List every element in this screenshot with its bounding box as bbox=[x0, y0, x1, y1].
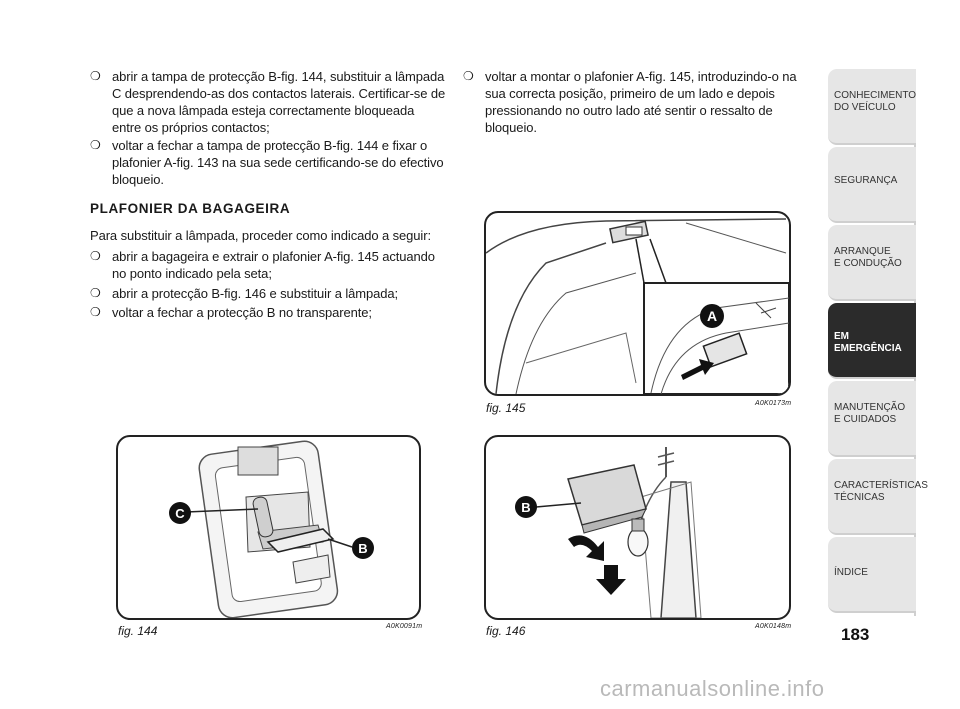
tab-label: E CONDUÇÃO bbox=[834, 258, 902, 269]
tab-arranque[interactable] bbox=[828, 225, 916, 301]
tab-label: EM EMERGÊNCIA bbox=[834, 331, 902, 354]
list-item bbox=[90, 248, 446, 282]
tab-label: ARRANQUE bbox=[834, 246, 891, 257]
figure-caption: fig. 146 bbox=[486, 624, 526, 638]
tab-label: ÍNDICE bbox=[834, 567, 868, 578]
figure-code: A0K0173m bbox=[755, 400, 792, 407]
tab-seguranca[interactable] bbox=[828, 147, 916, 223]
list-item-text: voltar a montar o plafonier A-fig. 145, introduzindo-o na sua correcta posição, primeiro de um lado e depois pressionando no outro lado até sentir o ressalto de bloqueio. bbox=[485, 69, 797, 135]
figure-code: A0K0091m bbox=[386, 623, 423, 630]
list-item-text: voltar a fechar a protecção B no transparente; bbox=[112, 305, 372, 320]
intro-text: Para substituir a lâmpada, proceder como indicado a seguir: bbox=[90, 228, 431, 243]
bullet-circle-icon: ❍ bbox=[90, 249, 101, 263]
tab-label: DO VEÍCULO bbox=[834, 102, 896, 113]
section-heading: PLAFONIER DA BAGAGEIRA bbox=[90, 201, 291, 216]
page-number: 183 bbox=[841, 625, 870, 644]
callout-a: A bbox=[706, 308, 718, 324]
bullet-circle-icon: ❍ bbox=[90, 138, 101, 152]
tab-label: MANUTENÇÃO bbox=[834, 402, 906, 413]
tab-em-emergencia[interactable] bbox=[828, 303, 916, 379]
watermark: carmanualsonline.info bbox=[600, 676, 825, 701]
bullet-circle-icon: ❍ bbox=[463, 69, 474, 83]
tab-label: CARACTERÍSTICAS bbox=[834, 480, 928, 491]
list-item bbox=[90, 304, 446, 321]
trunk-light-illustration bbox=[486, 213, 789, 394]
figure-code: A0K0148m bbox=[755, 623, 792, 630]
list-item bbox=[90, 68, 446, 136]
list-item-text: abrir a protecção B-fig. 146 e substituir a lâmpada; bbox=[112, 286, 399, 301]
bulb-replacement-illustration bbox=[486, 437, 789, 618]
callout-b: B bbox=[521, 500, 531, 515]
callout-b: B bbox=[358, 541, 368, 556]
tab-indice[interactable] bbox=[828, 537, 916, 613]
bullet-circle-icon: ❍ bbox=[90, 305, 101, 319]
tab-label: TÉCNICAS bbox=[834, 492, 885, 503]
list-item-text: voltar a fechar a tampa de protecção B-fig. 144 e fixar o plafonier A-fig. 143 na sua sede certificando-se do efectivo bloqueio. bbox=[112, 138, 444, 187]
figure-146 bbox=[484, 435, 791, 620]
tab-label: CONHECIMENTO bbox=[834, 90, 917, 101]
figure-caption: fig. 145 bbox=[486, 401, 526, 415]
tab-label: SEGURANÇA bbox=[834, 175, 898, 186]
tab-conhecimento[interactable] bbox=[828, 69, 916, 145]
figure-caption: fig. 144 bbox=[118, 624, 158, 638]
list-item bbox=[90, 285, 446, 302]
tab-caracteristicas[interactable] bbox=[828, 459, 928, 535]
bullet-circle-icon: ❍ bbox=[90, 69, 101, 83]
tab-manutencao[interactable] bbox=[828, 381, 916, 457]
figure-145 bbox=[484, 211, 791, 396]
callout-c: C bbox=[175, 506, 185, 521]
list-item-text: abrir a bagageira e extrair o plafonier A-fig. 145 actuando no ponto indicado pela seta; bbox=[112, 249, 435, 281]
bullet-circle-icon: ❍ bbox=[90, 286, 101, 300]
tab-label: E CUIDADOS bbox=[834, 414, 897, 425]
figure-144 bbox=[116, 435, 421, 620]
list-item bbox=[463, 68, 815, 136]
list-item bbox=[90, 137, 446, 188]
interior-light-illustration bbox=[118, 437, 419, 618]
list-item-text: abrir a tampa de protecção B-fig. 144, substituir a lâmpada C desprendendo-as dos contactos laterais. Certificar-se de que a nova lâmpada esteja correctamente bloqueada entre os próprios contactos; bbox=[112, 69, 446, 135]
